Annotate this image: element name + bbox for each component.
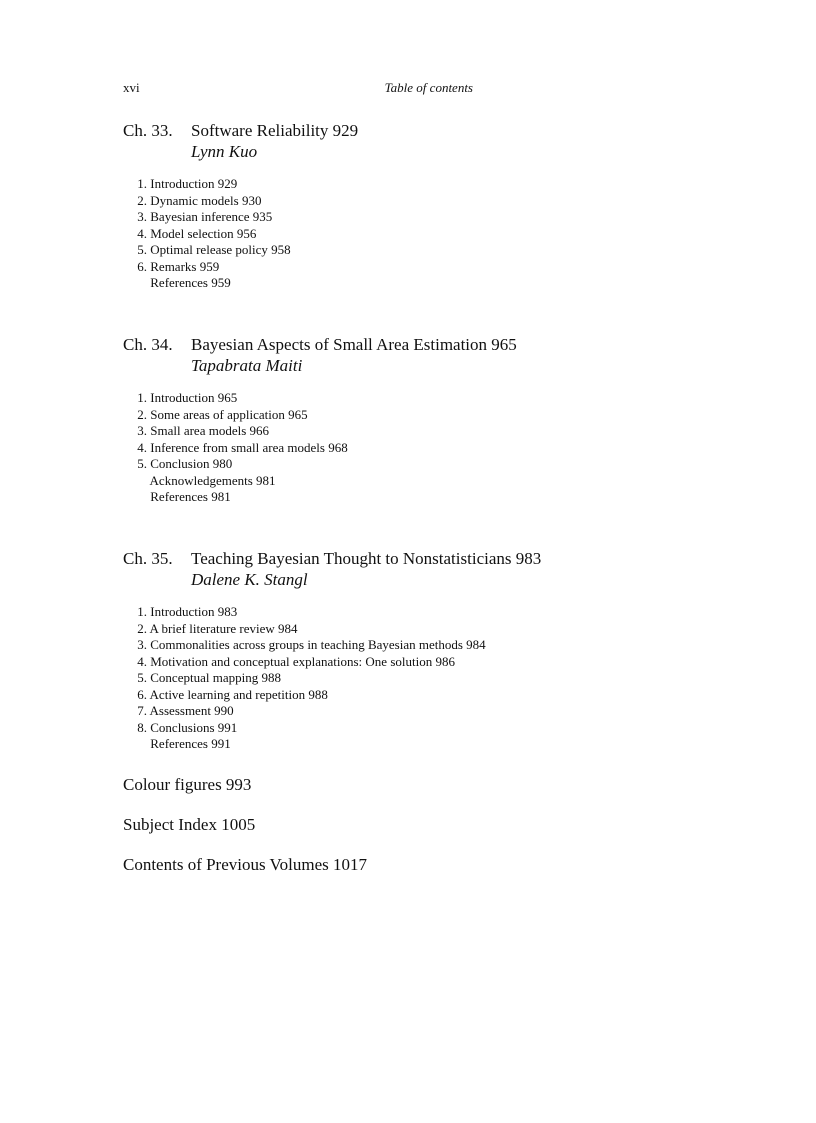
section-item[interactable] [123,176,723,193]
section-number: 7. [137,703,147,718]
section-item[interactable] [123,687,723,704]
section-title: Active learning and repetition 988 [149,686,328,702]
section-number: 4. [137,439,147,455]
chapter-title[interactable]: Bayesian Aspects of Small Area Estimation 965 [191,335,517,354]
section-item[interactable] [123,209,723,226]
section-item[interactable] [123,670,723,687]
section-number: 1. [137,390,147,405]
section-title: Bayesian inference 935 [150,209,273,224]
section-number: 3. [137,423,147,438]
chapter-number: Ch. 34. [123,335,173,354]
section-number: 6. [137,258,147,274]
chapter-number: Ch. 35. [123,549,173,568]
chapter-title-line [123,121,723,141]
running-head [123,80,473,98]
section-item[interactable] [123,720,723,737]
chapter-title-line [123,549,723,569]
section-title: Conceptual mapping 988 [150,670,281,685]
section-item[interactable] [123,736,723,753]
section-title: Some areas of application 965 [150,406,308,422]
section-item[interactable] [123,703,723,720]
section-number: 5. [137,670,147,685]
section-number: 8. [137,719,147,735]
section-number: 2. [137,406,147,422]
section-title: Conclusion 980 [150,456,233,471]
section-number: 1. [137,176,147,191]
running-title: Table of contents [384,80,473,95]
section-number: 1. [137,604,147,619]
section-title: Small area models 966 [150,423,270,438]
section-item[interactable] [123,423,723,440]
section-title: Inference from small area models 968 [150,439,348,455]
section-title: References 959 [150,275,231,290]
section-title: References 981 [150,489,231,504]
section-title: Model selection 956 [150,225,257,241]
section-list [123,604,723,753]
section-item[interactable] [123,654,723,671]
chapter-title[interactable]: Teaching Bayesian Thought to Nonstatisticians 983 [191,549,542,568]
section-number: 4. [137,225,147,241]
chapter-title[interactable]: Software Reliability 929 [191,121,359,140]
section-item[interactable] [123,275,723,292]
section-list [123,390,723,506]
chapter-33 [123,121,723,292]
section-item[interactable] [123,604,723,621]
chapter-title-line [123,335,723,355]
section-title: Introduction 929 [150,176,238,191]
section-number: 2. [137,192,147,208]
section-title: Introduction 965 [150,390,238,405]
section-title: Dynamic models 930 [150,192,262,208]
section-list [123,176,723,292]
section-title: Conclusions 991 [150,719,238,735]
section-item[interactable] [123,621,723,638]
section-number: 2. [137,620,147,636]
section-title: Introduction 983 [150,604,238,619]
section-item[interactable] [123,242,723,259]
section-title: References 991 [150,736,231,751]
previous-volumes-entry[interactable]: Contents of Previous Volumes 1017 [123,855,367,874]
page-number: xvi [123,80,140,95]
section-number: 5. [137,242,147,257]
section-item[interactable] [123,407,723,424]
section-item[interactable] [123,456,723,473]
section-number: 6. [137,686,147,702]
section-title: A brief literature review 984 [149,620,298,636]
section-title: Assessment 990 [149,703,234,718]
section-item[interactable] [123,390,723,407]
section-number: 3. [137,209,147,224]
section-number: 3. [137,637,147,652]
section-number: 4. [137,653,147,669]
chapter-number: Ch. 33. [123,121,173,140]
chapter-author: Dalene K. Stangl [191,570,308,589]
section-title: Remarks 959 [150,258,220,274]
section-item[interactable] [123,637,723,654]
section-item[interactable] [123,440,723,457]
section-item[interactable] [123,226,723,243]
section-item[interactable] [123,193,723,210]
section-item[interactable] [123,489,723,506]
colour-figures-entry[interactable]: Colour figures 993 [123,775,252,794]
chapter-34 [123,335,723,506]
section-item[interactable] [123,473,723,490]
chapter-author: Tapabrata Maiti [191,356,303,375]
section-title: Commonalities across groups in teaching Bayesian methods 984 [150,637,486,652]
chapter-35 [123,549,723,753]
subject-index-entry[interactable]: Subject Index 1005 [123,815,256,834]
section-number: 5. [137,456,147,471]
section-title: Motivation and conceptual explanations: One solution 986 [150,653,455,669]
section-item[interactable] [123,259,723,276]
chapter-author: Lynn Kuo [191,142,258,161]
section-title: Acknowledgements 981 [149,472,276,488]
section-title: Optimal release policy 958 [150,242,291,257]
